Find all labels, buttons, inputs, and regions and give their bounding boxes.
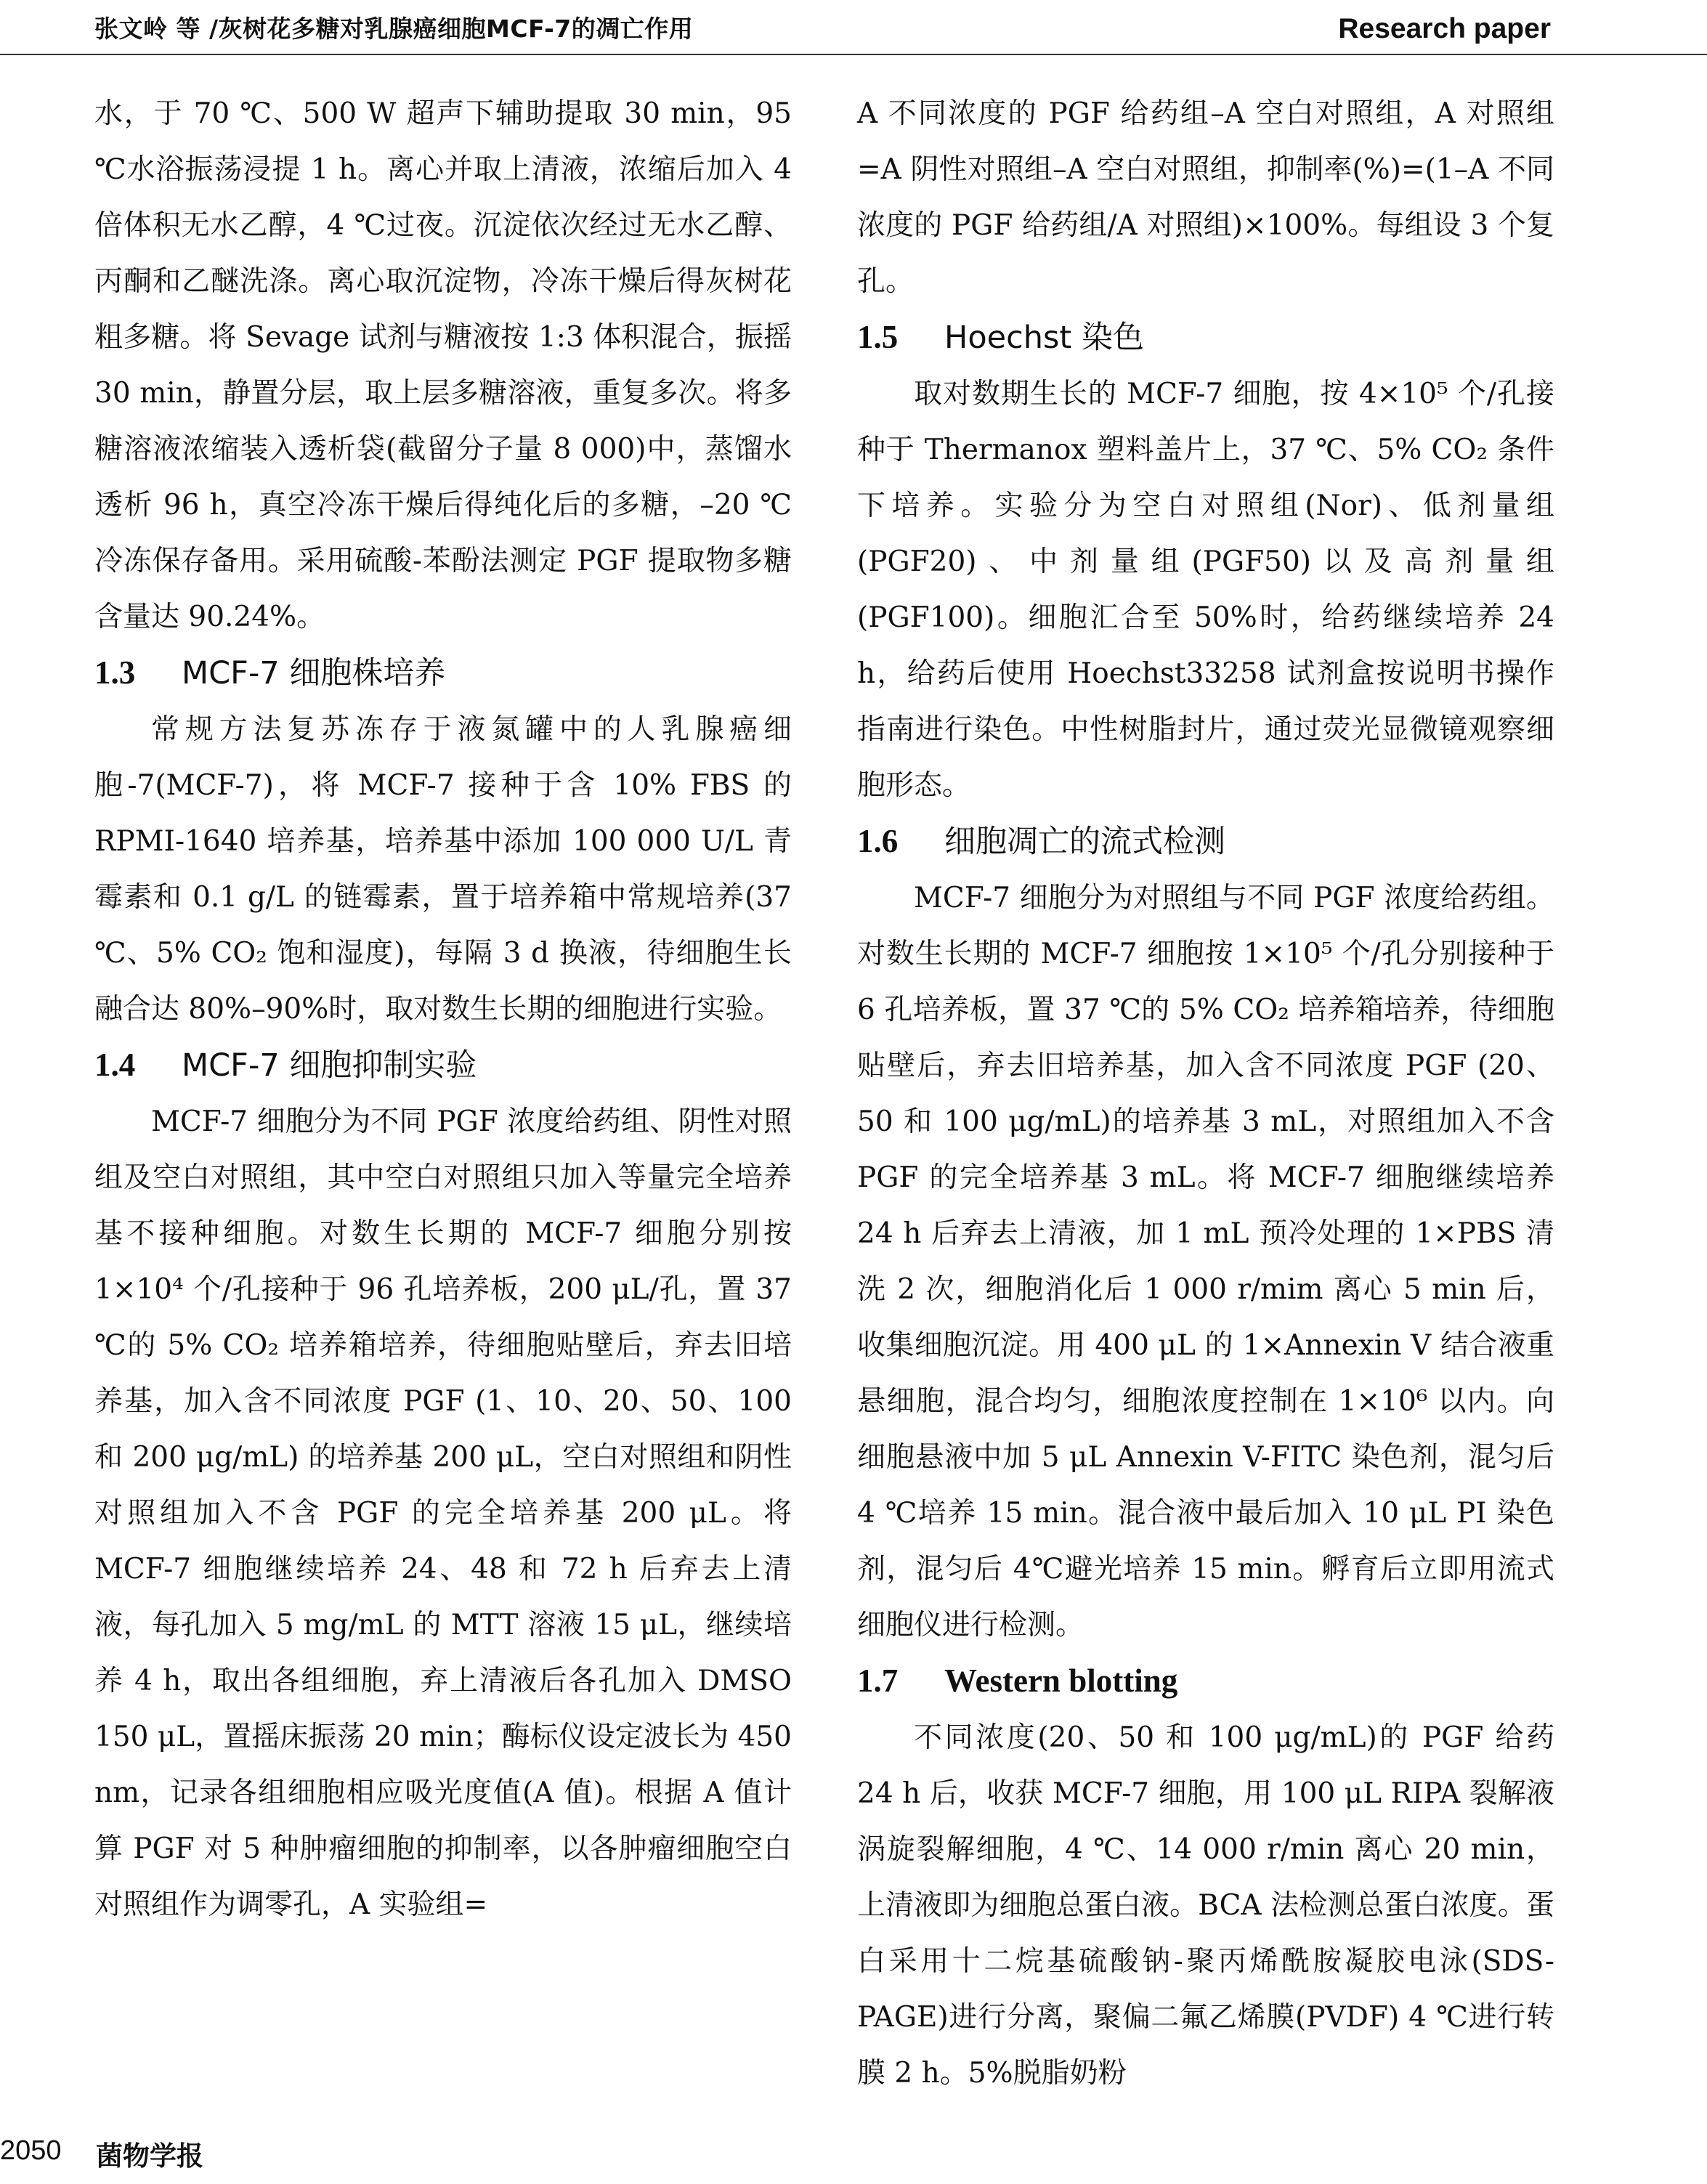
header-rule xyxy=(0,54,1707,55)
section-heading-1-7: 1.7 Western blotting xyxy=(857,1663,1178,1699)
right-column xyxy=(857,86,1554,2101)
running-header xyxy=(94,6,1551,49)
left-column xyxy=(94,86,792,1933)
running-header-title: 张文岭 等 /灰树花多糖对乳腺癌细胞MCF-7的凋亡作用 xyxy=(94,15,694,43)
journal-name: 菌物学报 xyxy=(96,2140,203,2172)
page-number: 2050 xyxy=(0,2135,62,2166)
running-header-label: Research paper xyxy=(1338,13,1551,44)
paragraph-inhibition-formula: A 不同浓度的 PGF 给药组–A 空白对照组，A 对照组=A 阴性对照组–A 空白对照组，抑制率(%)=(1–A 不同浓度的 PGF 给药组/A 对照组)×100%。每组设 3 个复孔。 xyxy=(857,97,1554,298)
section-heading-1-3: 1.3 MCF-7 细胞株培养 xyxy=(94,654,446,691)
paragraph-inhibition-assay: MCF-7 细胞分为不同 PGF 浓度给药组、阴性对照组及空白对照组，其中空白对照组只加入等量完全培养基不接种细胞。对数生长期的 MCF-7 细胞分别按 1×10⁴ 个/孔接种于 96 孔培养板，200 μL/孔，置 37 ℃的 5% CO₂ 培养箱培养，待细胞贴壁后，弃去旧培养基，加入含不同浓度 PGF (1、10、20、50、100 和 200 μg/mL) 的培养基 200 μL，空白对照组和阴性对照组加入不含 PGF 的完全培养基 200 μL。将 MCF-7 细胞继续培养 24、48 和 72 h 后弃去上清液，每孔加入 5 mg/mL 的 MTT 溶液 15 μL，继续培养 4 h，取出各组细胞，弃上清液后各孔加入 DMSO 150 μL，置摇床振荡 20 min；酶标仪设定波长为 450 nm，记录各组细胞相应吸光度值(A 值)。根据 A 值计算 PGF 对 5 种肿瘤细胞的抑制率，以各肿瘤细胞空白对照组作为调零孔，A 实验组= xyxy=(94,1105,792,1921)
section-heading-1-4: 1.4 MCF-7 细胞抑制实验 xyxy=(94,1047,477,1084)
paragraph-western-blot: 不同浓度(20、50 和 100 μg/mL)的 PGF 给药 24 h 后，收获 MCF-7 细胞，用 100 μL RIPA 裂解液涡旋裂解细胞，4 ℃、14 000 r/min 离心 20 min，上清液即为细胞总蛋白液。BCA 法检测总蛋白浓度。蛋白采用十二烷基硫酸钠-聚丙烯酰胺凝胶电泳(SDS-PAGE)进行分离，聚偏二氟乙烯膜(PVDF) 4 ℃进行转膜 2 h。5%脱脂奶粉 xyxy=(857,1721,1554,2090)
paragraph-flow-cytometry: MCF-7 细胞分为对照组与不同 PGF 浓度给药组。对数生长期的 MCF-7 细胞按 1×10⁵ 个/孔分别接种于 6 孔培养板，置 37 ℃的 5% CO₂ 培养箱培养，待细胞贴壁后，弃去旧培养基，加入含不同浓度 PGF (20、50 和 100 μg/mL)的培养基 3 mL，对照组加入不含 PGF 的完全培养基 3 mL。将 MCF-7 细胞继续培养 24 h 后弃去上清液，加 1 mL 预冷处理的 1×PBS 清洗 2 次，细胞消化后 1 000 r/mim 离心 5 min 后，收集细胞沉淀。用 400 μL 的 1×Annexin V 结合液重悬细胞，混合均匀，细胞浓度控制在 1×10⁶ 以内。向细胞悬液中加 5 μL Annexin V-FITC 染色剂，混匀后 4 ℃培养 15 min。混合液中最后加入 10 μL PI 染色剂，混匀后 4℃避光培养 15 min。孵育后立即用流式细胞仪进行检测。 xyxy=(857,882,1554,1641)
paragraph-hoechst: 取对数期生长的 MCF-7 细胞，按 4×10⁵ 个/孔接种于 Thermanox 塑料盖片上，37 ℃、5% CO₂ 条件下培养。实验分为空白对照组(Nor)、低剂量组(PGF20)、中剂量组(PGF50)以及高剂量组(PGF100)。细胞汇合至 50%时，给药继续培养 24 h，给药后使用 Hoechst33258 试剂盒按说明书操作指南进行染色。中性树脂封片，通过荧光显微镜观察细胞形态。 xyxy=(857,378,1554,802)
paragraph-extraction: 水，于 70 ℃、500 W 超声下辅助提取 30 min，95 ℃水浴振荡浸提 1 h。离心并取上清液，浓缩后加入 4 倍体积无水乙醇，4 ℃过夜。沉淀依次经过无水乙醇、丙酮和乙醚洗涤。离心取沉淀物，冷冻干燥后得灰树花粗多糖。将 Sevage 试剂与糖液按 1:3 体积混合，振摇 30 min，静置分层，取上层多糖溶液，重复多次。将多糖溶液浓缩装入透析袋(截留分子量 8 000)中，蒸馏水透析 96 h，真空冷冻干燥后得纯化后的多糖，–20 ℃冷冻保存备用。采用硫酸-苯酚法测定 PGF 提取物多糖含量达 90.24%。 xyxy=(94,97,792,633)
section-heading-1-5: 1.5 Hoechst 染色 xyxy=(857,319,1144,356)
section-heading-1-6: 1.6 细胞凋亡的流式检测 xyxy=(857,823,1225,860)
paragraph-cell-culture: 常规方法复苏冻存于液氮罐中的人乳腺癌细胞-7(MCF-7)，将 MCF-7 接种于含 10% FBS 的 RPMI-1640 培养基，培养基中添加 100 000 U/L 青霉素和 0.1 g/L 的链霉素，置于培养箱中常规培养(37 ℃、5% CO₂ 饱和湿度)，每隔 3 d 换液，待细胞生长融合达 80%–90%时，取对数生长期的细胞进行实验。 xyxy=(94,713,792,1026)
